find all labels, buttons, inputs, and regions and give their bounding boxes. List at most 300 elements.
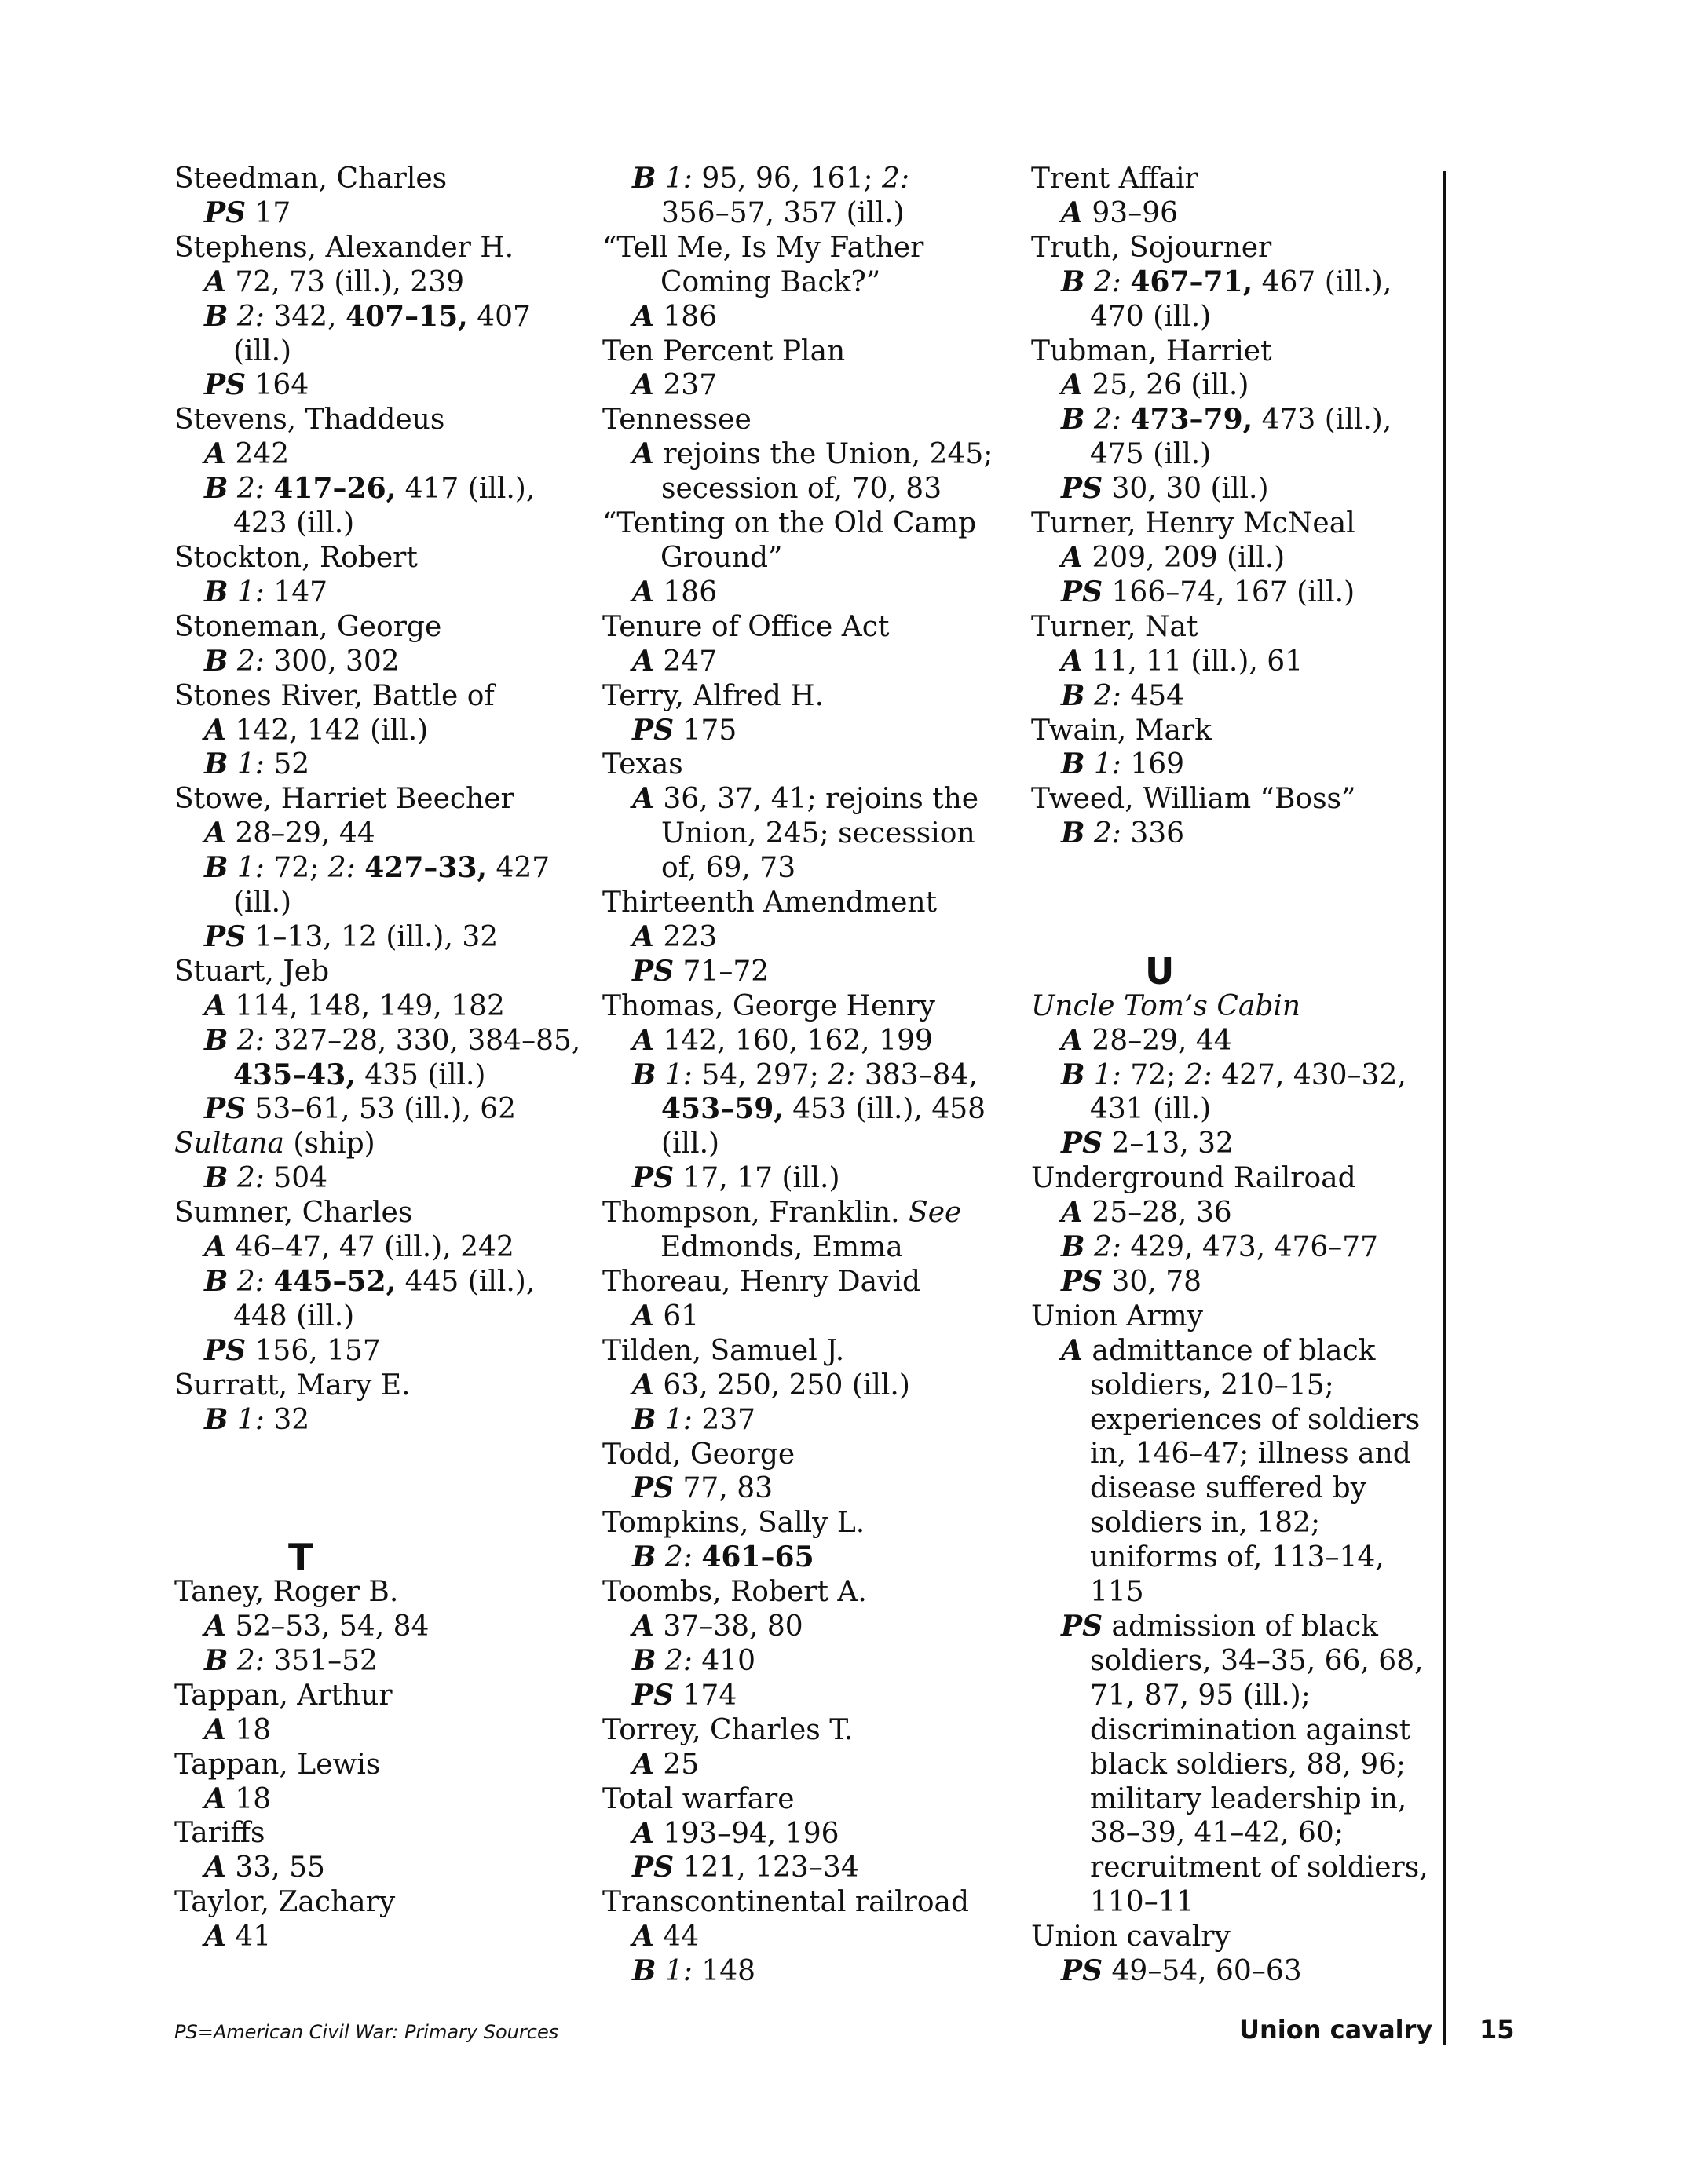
text-segment: uniforms of, 113–14,	[1090, 1541, 1384, 1574]
text-segment: 25	[653, 1748, 700, 1781]
index-subentry	[602, 437, 1011, 472]
text-segment: 72;	[264, 852, 328, 885]
text-segment: Tilden, Samuel J.	[602, 1334, 845, 1367]
text-segment: B	[632, 1643, 657, 1677]
spacer	[1031, 886, 1424, 920]
index-subentry	[602, 1058, 1011, 1093]
text-segment: Taney, Roger B.	[174, 1576, 399, 1609]
index-entry	[602, 989, 1011, 1024]
index-continuation	[1031, 1885, 1424, 1920]
text-segment: Underground Railroad	[1031, 1162, 1356, 1195]
text-segment: Transcontinental railroad	[602, 1886, 969, 1919]
text-segment: Tariffs	[174, 1817, 265, 1850]
text-segment: B	[632, 1058, 657, 1091]
index-subentry	[1031, 1230, 1424, 1265]
section-letter	[1031, 949, 1424, 992]
text-segment: 1:	[228, 1403, 265, 1436]
index-entry	[602, 1885, 1011, 1920]
text-segment: PS	[1061, 472, 1103, 506]
text-segment: 461–65	[701, 1541, 814, 1574]
index-entry	[174, 1816, 583, 1851]
text-segment: Stockton, Robert	[174, 541, 418, 574]
index-entry	[174, 955, 583, 989]
text-segment: A	[632, 1023, 654, 1057]
index-continuation	[602, 817, 1011, 851]
text-segment: A	[632, 1816, 654, 1850]
index-entry	[174, 231, 583, 265]
text-segment: 336	[1121, 817, 1185, 850]
text-segment: recruitment of soldiers,	[1090, 1851, 1428, 1884]
index-entry	[602, 1575, 1011, 1610]
text-segment: Total warfare	[602, 1782, 795, 1815]
text-segment: 28–29, 44	[225, 817, 375, 850]
text-segment: 429, 473, 476–77	[1121, 1231, 1379, 1264]
text-segment: PS	[632, 1471, 675, 1505]
index-subentry	[174, 851, 583, 886]
text-segment: soldiers, 34–35, 66, 68,	[1090, 1644, 1424, 1677]
text-segment: 2:	[656, 1541, 693, 1574]
text-segment: 300, 302	[264, 645, 400, 678]
text-segment: Todd, George	[602, 1438, 795, 1471]
text-segment: 475 (ill.)	[1090, 438, 1212, 471]
index-subentry	[174, 1092, 583, 1127]
text-segment: Ten Percent Plan	[602, 334, 846, 367]
text-segment: Taylor, Zachary	[174, 1886, 396, 1919]
index-subentry	[1031, 679, 1424, 714]
text-segment: A	[204, 1920, 226, 1954]
text-segment: “Tenting on the Old Camp	[602, 507, 977, 540]
index-subentry	[602, 300, 1011, 334]
text-segment: A	[632, 368, 654, 402]
text-segment	[1121, 404, 1130, 436]
index-subentry	[602, 955, 1011, 989]
text-segment: B	[204, 575, 229, 609]
index-continuation	[1031, 1782, 1424, 1817]
text-segment: Tennessee	[602, 404, 752, 437]
index-entry	[602, 1713, 1011, 1748]
text-segment: 169	[1121, 748, 1185, 781]
text-segment: 17	[246, 196, 291, 229]
text-segment: 49–54, 60–63	[1103, 1955, 1302, 1988]
text-segment: 53–61, 53 (ill.), 62	[246, 1093, 517, 1126]
index-continuation	[602, 1127, 1011, 1161]
index-continuation	[1031, 1471, 1424, 1506]
index-subentry	[174, 1851, 583, 1885]
text-segment: Union Army	[1031, 1299, 1204, 1332]
index-continuation	[174, 1058, 583, 1093]
text-segment: 114, 148, 149, 182	[225, 989, 505, 1022]
index-subentry	[602, 1851, 1011, 1885]
text-segment: PS	[1061, 1264, 1103, 1298]
text-segment: 11, 11 (ill.), 61	[1082, 645, 1304, 678]
text-segment: 174	[674, 1679, 737, 1712]
index-entry	[174, 1679, 583, 1713]
text-segment: See	[909, 1197, 962, 1230]
text-segment: 175	[674, 714, 737, 747]
text-segment: 453 (ill.), 458	[783, 1093, 986, 1126]
index-entry	[602, 886, 1011, 920]
text-segment: military leadership in,	[1090, 1782, 1407, 1815]
text-segment: 2:	[228, 1024, 265, 1057]
text-segment: 427, 430–32,	[1212, 1058, 1406, 1091]
index-entry	[1031, 610, 1424, 645]
text-segment: soldiers, 210–15;	[1090, 1369, 1334, 1402]
text-segment: 72;	[1121, 1058, 1185, 1091]
index-subentry	[602, 1471, 1011, 1506]
text-segment: 2:	[1084, 265, 1121, 298]
text-segment: A	[632, 919, 654, 953]
index-entry	[1031, 162, 1424, 196]
index-subentry	[1031, 817, 1424, 851]
text-segment: 193–94, 196	[653, 1817, 839, 1850]
text-segment: B	[204, 851, 229, 885]
text-segment: A	[204, 817, 226, 850]
text-segment: 1:	[1084, 1058, 1121, 1091]
text-segment: 237	[692, 1403, 756, 1436]
index-subentry	[1031, 747, 1424, 782]
text-segment: 327–28, 330, 384–85,	[264, 1024, 581, 1057]
text-segment: 25, 26 (ill.)	[1082, 369, 1249, 402]
index-subentry	[1031, 196, 1424, 231]
text-segment: Edmonds, Emma	[660, 1231, 903, 1264]
text-segment: Ground”	[660, 541, 783, 574]
text-segment: 2:	[1084, 1231, 1121, 1264]
text-segment: 147	[264, 576, 328, 609]
text-segment: of, 69, 73	[661, 852, 796, 885]
index-entry	[174, 1748, 583, 1782]
index-entry	[602, 610, 1011, 645]
text-segment: B	[1061, 678, 1085, 712]
index-continuation	[1031, 437, 1424, 472]
text-segment: 1:	[228, 748, 265, 781]
text-segment: A	[632, 437, 654, 471]
text-segment: 1:	[1084, 748, 1121, 781]
index-subentry	[602, 162, 1011, 196]
text-segment: “Tell Me, Is My Father	[602, 231, 924, 264]
text-segment: 223	[653, 920, 718, 953]
text-segment: 383–84,	[855, 1058, 978, 1091]
index-subentry	[1031, 1024, 1424, 1058]
text-segment: secession of, 70, 83	[661, 473, 942, 506]
index-subentry	[174, 265, 583, 300]
footer-source-note: PS=American Civil War: Primary Sources	[174, 2021, 559, 2043]
index-column-1	[174, 162, 583, 1954]
text-segment: B	[1061, 265, 1085, 298]
text-segment: 247	[653, 645, 718, 678]
index-continuation	[1031, 1506, 1424, 1541]
text-segment: 186	[653, 576, 718, 609]
text-segment: A	[632, 575, 654, 609]
text-segment: 504	[264, 1162, 328, 1195]
text-segment: 427–33,	[364, 851, 488, 885]
text-segment: Stones River, Battle of	[174, 679, 495, 712]
text-segment: Stoneman, George	[174, 610, 442, 643]
text-segment: 431 (ill.)	[1090, 1093, 1212, 1126]
text-segment	[356, 852, 364, 884]
index-continuation	[1031, 1575, 1424, 1610]
text-segment: 30, 30 (ill.)	[1103, 473, 1269, 506]
text-segment: A	[204, 1851, 226, 1884]
index-entry	[1031, 1299, 1424, 1334]
text-segment: Truth, Sojourner	[1031, 231, 1272, 264]
text-segment: 17, 17 (ill.)	[674, 1162, 840, 1195]
text-segment: 63, 250, 250 (ill.)	[653, 1369, 910, 1402]
running-footer: Union cavalry	[1239, 2015, 1433, 2045]
text-segment: 46–47, 47 (ill.), 242	[225, 1231, 514, 1264]
text-segment: 28–29, 44	[1082, 1024, 1232, 1057]
text-segment: PS	[632, 954, 675, 988]
text-segment: 351–52	[264, 1644, 378, 1677]
index-subentry	[174, 196, 583, 231]
index-entry	[602, 231, 1011, 265]
text-segment: 71–72	[674, 955, 770, 988]
text-segment: Turner, Nat	[1031, 610, 1198, 643]
index-subentry	[174, 1334, 583, 1369]
index-subentry	[1031, 265, 1424, 300]
text-segment: 237	[653, 369, 718, 402]
text-segment: 2:	[228, 300, 265, 333]
index-subentry	[1031, 1334, 1424, 1369]
text-segment: Coming Back?”	[660, 265, 881, 298]
index-entry	[1031, 334, 1424, 369]
text-segment: 2:	[1184, 1058, 1212, 1091]
index-entry	[1031, 1161, 1424, 1196]
text-segment: B	[204, 1265, 229, 1298]
text-segment: A	[204, 1610, 226, 1643]
text-segment: Turner, Henry McNeal	[1031, 507, 1355, 540]
section-letter	[174, 1536, 583, 1579]
text-segment: A	[204, 989, 226, 1022]
text-segment: 2:	[228, 473, 265, 506]
text-segment: B	[1061, 403, 1085, 437]
text-segment: Stevens, Thaddeus	[174, 404, 445, 437]
index-subentry	[174, 1782, 583, 1817]
text-segment: Uncle Tom’s Cabin	[1031, 989, 1301, 1022]
index-subentry	[1031, 1610, 1424, 1644]
text-segment: 2:	[656, 1644, 693, 1677]
text-segment: Trent Affair	[1031, 163, 1198, 195]
text-segment: Stowe, Harriet Beecher	[174, 783, 514, 816]
index-subentry	[1031, 541, 1424, 576]
text-segment: Thomas, George Henry	[602, 989, 936, 1022]
text-segment: soldiers in, 182;	[1090, 1507, 1321, 1540]
index-entry	[602, 1196, 1011, 1230]
index-subentry	[602, 1403, 1011, 1438]
index-subentry	[602, 645, 1011, 679]
index-entry	[602, 1438, 1011, 1472]
text-segment: 473–79,	[1130, 403, 1253, 437]
text-segment: B	[632, 1402, 657, 1436]
index-continuation	[602, 265, 1011, 300]
text-segment: A	[204, 265, 226, 298]
text-segment: Tappan, Arthur	[174, 1679, 393, 1712]
text-segment: Thompson, Franklin.	[602, 1197, 909, 1230]
text-segment: 142, 160, 162, 199	[653, 1024, 933, 1057]
text-segment: 166–74, 167 (ill.)	[1103, 576, 1355, 609]
text-segment: 2–13, 32	[1103, 1128, 1234, 1160]
index-entry	[602, 403, 1011, 437]
index-continuation	[1031, 1541, 1424, 1575]
index-subentry	[1031, 1954, 1424, 1989]
text-segment: 18	[225, 1782, 272, 1815]
text-segment: 32	[264, 1403, 310, 1436]
text-segment: rejoins the Union, 245;	[653, 438, 993, 471]
text-segment: 410	[692, 1644, 756, 1677]
index-subentry	[174, 1920, 583, 1954]
text-segment: 342,	[264, 300, 346, 333]
index-subentry	[602, 1817, 1011, 1851]
text-segment: B	[1061, 1230, 1085, 1264]
text-segment: (ill.)	[233, 886, 292, 919]
text-segment: 77, 83	[674, 1472, 774, 1505]
index-subentry	[1031, 645, 1424, 679]
text-segment: Texas	[602, 748, 683, 781]
index-subentry	[1031, 472, 1424, 506]
index-subentry	[602, 576, 1011, 610]
index-continuation	[602, 196, 1011, 231]
index-subentry	[602, 1954, 1011, 1989]
index-continuation	[1031, 1369, 1424, 1403]
index-continuation	[602, 1092, 1011, 1127]
index-subentry	[1031, 1058, 1424, 1093]
index-entry	[602, 506, 1011, 541]
index-subentry	[174, 989, 583, 1024]
index-continuation	[174, 334, 583, 369]
index-entry	[174, 541, 583, 576]
text-segment: 164	[246, 369, 309, 402]
index-continuation	[1031, 1644, 1424, 1679]
index-entry	[602, 1506, 1011, 1541]
text-segment: A	[1061, 540, 1083, 574]
index-entry	[1031, 1920, 1424, 1954]
text-segment: 52–53, 54, 84	[225, 1610, 430, 1643]
text-segment: Toombs, Robert A.	[602, 1576, 867, 1609]
text-segment: Torrey, Charles T.	[602, 1713, 854, 1746]
index-subentry	[174, 645, 583, 679]
text-segment: B	[1061, 1058, 1085, 1091]
index-continuation	[1031, 1403, 1424, 1438]
spacer	[174, 1438, 583, 1472]
index-subentry	[602, 1644, 1011, 1679]
text-segment: A	[1061, 644, 1083, 678]
index-continuation	[1031, 1713, 1424, 1748]
text-segment: A	[632, 1610, 654, 1643]
index-subentry	[602, 1299, 1011, 1334]
index-entry	[1031, 506, 1424, 541]
text-segment: 61	[653, 1299, 700, 1332]
text-segment: 467–71,	[1130, 265, 1253, 298]
text-segment: A	[1061, 196, 1083, 229]
text-segment: B	[632, 162, 657, 195]
text-segment: A	[632, 782, 654, 816]
text-segment: 37–38, 80	[653, 1610, 803, 1643]
text-segment: 18	[225, 1713, 272, 1746]
text-segment: B	[204, 1402, 229, 1436]
text-segment: 417 (ill.),	[396, 473, 536, 506]
text-segment: 473 (ill.),	[1253, 404, 1392, 437]
index-continuation	[1031, 1679, 1424, 1713]
text-segment: 407–15,	[345, 299, 468, 333]
text-segment: discrimination against	[1090, 1713, 1411, 1746]
text-segment: A	[204, 713, 226, 747]
text-segment: admission of black	[1103, 1610, 1378, 1643]
index-entry	[174, 1196, 583, 1230]
index-subentry	[174, 1161, 583, 1196]
index-continuation	[1031, 1748, 1424, 1782]
text-segment: 1:	[228, 576, 265, 609]
text-segment: B	[1061, 747, 1085, 781]
index-subentry	[174, 1403, 583, 1438]
index-subentry	[1031, 1196, 1424, 1230]
text-segment: Thoreau, Henry David	[602, 1266, 921, 1298]
text-segment: PS	[632, 1851, 675, 1884]
text-segment: PS	[204, 196, 247, 229]
index-entry	[1031, 782, 1424, 817]
text-segment: 25–28, 36	[1082, 1197, 1232, 1230]
text-segment: PS	[204, 368, 247, 402]
text-segment: 2:	[228, 645, 265, 678]
index-subentry	[174, 1610, 583, 1644]
text-segment: U	[1145, 949, 1175, 992]
index-continuation	[1031, 1816, 1424, 1851]
index-continuation	[174, 1299, 583, 1334]
index-subentry	[174, 817, 583, 851]
index-entry	[174, 162, 583, 196]
index-subentry	[174, 472, 583, 506]
text-segment: B	[204, 1161, 229, 1195]
text-segment: 407	[467, 300, 531, 333]
text-segment: 445–52,	[273, 1265, 397, 1298]
text-segment: A	[1061, 1333, 1083, 1367]
index-subentry	[174, 920, 583, 955]
text-segment: B	[204, 1023, 229, 1057]
text-segment: A	[1061, 1023, 1083, 1057]
text-segment: 142, 142 (ill.)	[225, 714, 429, 747]
text-segment: Tenure of Office Act	[602, 610, 890, 643]
index-subentry	[602, 1541, 1011, 1575]
text-segment: A	[632, 299, 654, 333]
index-entry	[174, 1885, 583, 1920]
text-segment: 156, 157	[246, 1334, 381, 1367]
index-continuation	[1031, 300, 1424, 334]
index-entry	[174, 1127, 583, 1161]
text-segment: admittance of black	[1082, 1334, 1376, 1367]
spacer	[1031, 920, 1424, 955]
text-segment: B	[632, 1541, 657, 1574]
index-subentry	[602, 1161, 1011, 1196]
index-continuation	[1031, 1851, 1428, 1885]
index-subentry	[174, 747, 583, 782]
text-segment: PS	[204, 1333, 247, 1367]
text-segment: PS	[632, 713, 675, 747]
text-segment: 1:	[656, 1955, 693, 1988]
index-entry	[602, 679, 1011, 714]
text-segment: A	[632, 1920, 654, 1954]
text-segment: 2:	[327, 852, 356, 885]
index-subentry	[1031, 576, 1424, 610]
text-segment: A	[632, 1368, 654, 1402]
text-segment: 95, 96, 161;	[692, 163, 883, 195]
index-continuation	[602, 472, 1011, 506]
text-segment: Thirteenth Amendment	[602, 886, 938, 919]
index-subentry	[174, 1230, 583, 1265]
text-segment: 445 (ill.),	[396, 1266, 536, 1298]
text-segment: PS	[204, 1092, 247, 1126]
text-segment: Stephens, Alexander H.	[174, 231, 514, 264]
index-subentry	[602, 1748, 1011, 1782]
index-subentry	[174, 300, 583, 334]
index-column-2	[602, 162, 1011, 1989]
